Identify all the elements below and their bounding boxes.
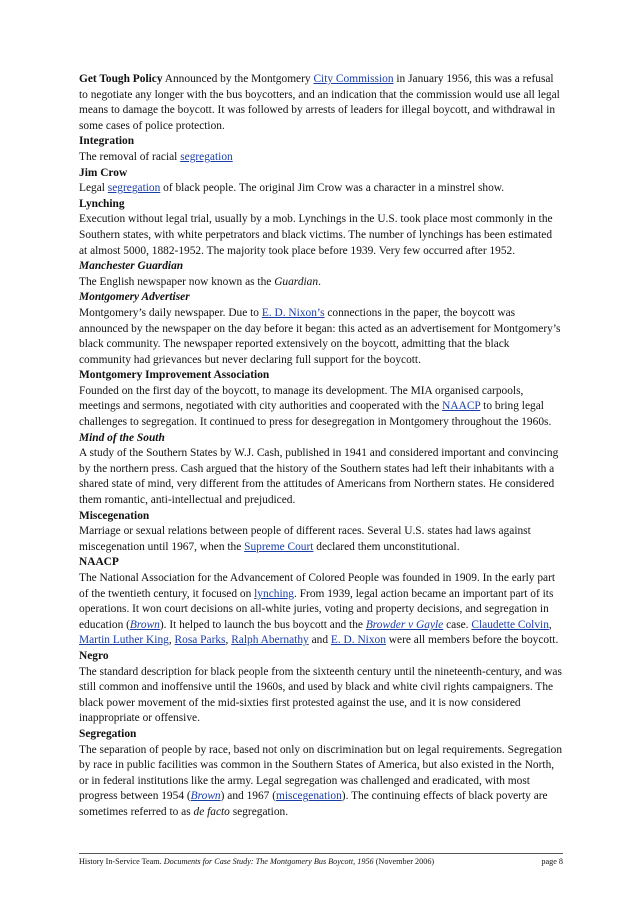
italic-text: Guardian bbox=[274, 275, 319, 288]
link-ralph-abernathy[interactable]: Ralph Abernathy bbox=[231, 634, 309, 647]
definition-text: declared them unconstitutional. bbox=[313, 540, 460, 553]
page-footer bbox=[79, 853, 563, 867]
definition-text: The National Association for the Advancement of Colored People was founded in 1909. In the early part of the twentieth century, it focused on bbox=[79, 572, 556, 600]
link-claudette-colvin[interactable]: Claudette Colvin bbox=[471, 618, 549, 631]
glossary-entry-mind-of-the-south bbox=[79, 431, 563, 509]
link-city-commission[interactable]: City Commission bbox=[313, 73, 394, 85]
definition-text: , bbox=[548, 618, 552, 631]
link-martin-luther-king[interactable]: Martin Luther King bbox=[79, 634, 169, 647]
glossary-definition bbox=[79, 150, 563, 166]
link-miscegenation[interactable]: miscegenation bbox=[276, 790, 342, 803]
glossary-term: Lynching bbox=[79, 197, 125, 210]
link-rosa-parks[interactable]: Rosa Parks bbox=[174, 634, 226, 647]
glossary-entry-lynching bbox=[79, 197, 563, 259]
glossary-term: Montgomery Advertiser bbox=[79, 291, 190, 304]
glossary-definition bbox=[79, 665, 563, 727]
definition-text: The removal of racial bbox=[79, 150, 181, 163]
definition-text: and bbox=[308, 634, 331, 647]
glossary-entry-jim-crow bbox=[79, 166, 563, 197]
definition-text: , bbox=[225, 634, 232, 647]
glossary-definition bbox=[79, 446, 563, 508]
glossary-content bbox=[79, 72, 563, 821]
glossary-entry-get-tough-policy bbox=[79, 72, 563, 134]
link-browder-v-gayle[interactable]: Browder v Gayle bbox=[365, 618, 444, 631]
glossary-definition bbox=[79, 384, 563, 431]
glossary-entry-manchester-guardian bbox=[79, 259, 563, 290]
glossary-definition bbox=[79, 743, 563, 821]
glossary-definition bbox=[79, 524, 563, 555]
link-supreme-court[interactable]: Supreme Court bbox=[244, 540, 314, 553]
link-lynching[interactable]: lynching bbox=[254, 587, 295, 600]
glossary-entry-negro bbox=[79, 649, 563, 727]
italic-text: de facto bbox=[193, 805, 230, 818]
link-e-d-nixon-s[interactable]: E. D. Nixon’s bbox=[261, 306, 325, 319]
glossary-entry-montgomery-advertiser bbox=[79, 290, 563, 368]
glossary-term: Montgomery Improvement Association bbox=[79, 369, 270, 382]
definition-text: Legal bbox=[79, 182, 108, 195]
definition-text: of black people. The original Jim Crow was a character in a minstrel show. bbox=[160, 182, 505, 195]
definition-text: Announced by the Montgomery bbox=[162, 73, 314, 85]
glossary-definition bbox=[79, 306, 563, 368]
definition-text: case. bbox=[443, 618, 472, 631]
glossary-definition bbox=[79, 571, 563, 649]
definition-text: , bbox=[168, 634, 175, 647]
definition-text: The standard description for black people from the sixteenth century until the nineteenth-century, and was still common and inoffensive until the 1960s, and used by black and white civil rights campaigners. The black power movement of the mid-sixties first protested against the use, and it is now considered inappropriate or offensive. bbox=[79, 665, 562, 725]
glossary-term: Negro bbox=[79, 649, 109, 662]
link-segregation[interactable]: segregation bbox=[180, 150, 233, 163]
glossary-entry-montgomery-improvement-association bbox=[79, 368, 563, 430]
definition-text: in January 1956, this was a refusal to negotiate any longer with the bus boycotters, and an indication that the commission would use all legal means to damage the boycott. It was followed by arrests of leaders for illegal boycott, and withdrawal in some cases of police protection. bbox=[79, 73, 560, 132]
glossary-entry-miscegenation bbox=[79, 509, 563, 556]
glossary-entry-segregation bbox=[79, 727, 563, 821]
link-e-d-nixon[interactable]: E. D. Nixon bbox=[330, 634, 386, 647]
definition-text: ) and 1967 ( bbox=[220, 790, 276, 803]
definition-text: A study of the Southern States by W.J. Cash, published in 1941 and considered important and convincing by the northern press. Cash argued that the history of the Southern states had left their inhabitants with a shared state of mind, very different from the attitudes of Americans from Northern states. He considered them romantic, anti-intellectual and prejudiced. bbox=[79, 447, 559, 507]
glossary-term: Get Tough Policy bbox=[79, 73, 163, 85]
link-segregation[interactable]: segregation bbox=[107, 182, 161, 195]
glossary-term: Jim Crow bbox=[79, 166, 128, 179]
definition-text: The separation of people by race, based not only on discrimination but on legal requirements. Segregation by race in public facilities was common in the Southern States of America, but also existed in the North, or in federal institutions like the army. Legal segregation was challenged and eradicated, with most progress between 1954 ( bbox=[79, 743, 563, 803]
definition-text: segregation. bbox=[229, 805, 289, 818]
definition-text: . From 1939, legal action became an important part of its operations. It won court decisions on all-white juries, voting and property decisions, and segregation in education ( bbox=[79, 587, 554, 631]
glossary-definition bbox=[79, 181, 563, 197]
page-number: page 8 bbox=[541, 857, 563, 866]
glossary-term: Integration bbox=[79, 135, 135, 148]
definition-text: Marriage or sexual relations between people of different races. Several U.S. states had laws against miscegenation until 1967, when the bbox=[79, 525, 531, 553]
glossary-definition bbox=[79, 275, 563, 291]
glossary-term: Manchester Guardian bbox=[79, 260, 184, 273]
link-brown[interactable]: Brown bbox=[190, 790, 221, 803]
definition-text: were all members before the boycott. bbox=[385, 634, 559, 647]
glossary-term: Mind of the South bbox=[79, 431, 165, 444]
glossary-entry-integration bbox=[79, 134, 563, 165]
glossary-term: NAACP bbox=[79, 556, 119, 569]
definition-text: ). The continuing effects of black poverty are sometimes referred to as bbox=[79, 790, 548, 818]
link-brown[interactable]: Brown bbox=[129, 618, 160, 631]
definition-text: ). It helped to launch the bus boycott and the bbox=[159, 618, 366, 631]
glossary-definition bbox=[79, 212, 563, 259]
footer-citation: History In-Service Team. Documents for Case Study: The Montgomery Bus Boycott, 1956 (November 2006) bbox=[79, 857, 435, 866]
definition-text: Execution without legal trial, usually by a mob. Lynchings in the U.S. took place most commonly in the Southern states, with white perpetrators and black victims. The number of lynchings has been estimated at almost 5000, 1882-1952. The majority took place before 1939. Very few occurred after 1952. bbox=[79, 213, 553, 257]
definition-text: . bbox=[318, 275, 321, 288]
glossary-term: Segregation bbox=[79, 727, 137, 740]
definition-text: Montgomery’s daily newspaper. Due to bbox=[79, 306, 262, 319]
glossary-entry-naacp bbox=[79, 555, 563, 649]
link-naacp[interactable]: NAACP bbox=[442, 400, 481, 413]
glossary-term: Miscegenation bbox=[79, 509, 150, 522]
definition-text: connections in the paper, the boycott was announced by the newspaper on the day before it began: this acted as an advertisement for Montgomery’s black community. The newspaper reported extensively on the boycott, admitting that the black community had grievances but never declaring full support for the boycott. bbox=[79, 306, 561, 366]
definition-text: The English newspaper now known as the bbox=[79, 275, 275, 288]
definition-text: to bring legal challenges to segregation. It continued to press for desegregation in Montgomery throughout the 1960s. bbox=[79, 400, 552, 429]
definition-text: Founded on the first day of the boycott, to manage its development. The MIA organised carpools, meetings and sermons, negotiated with city authorities and cooperated with the bbox=[79, 384, 524, 413]
